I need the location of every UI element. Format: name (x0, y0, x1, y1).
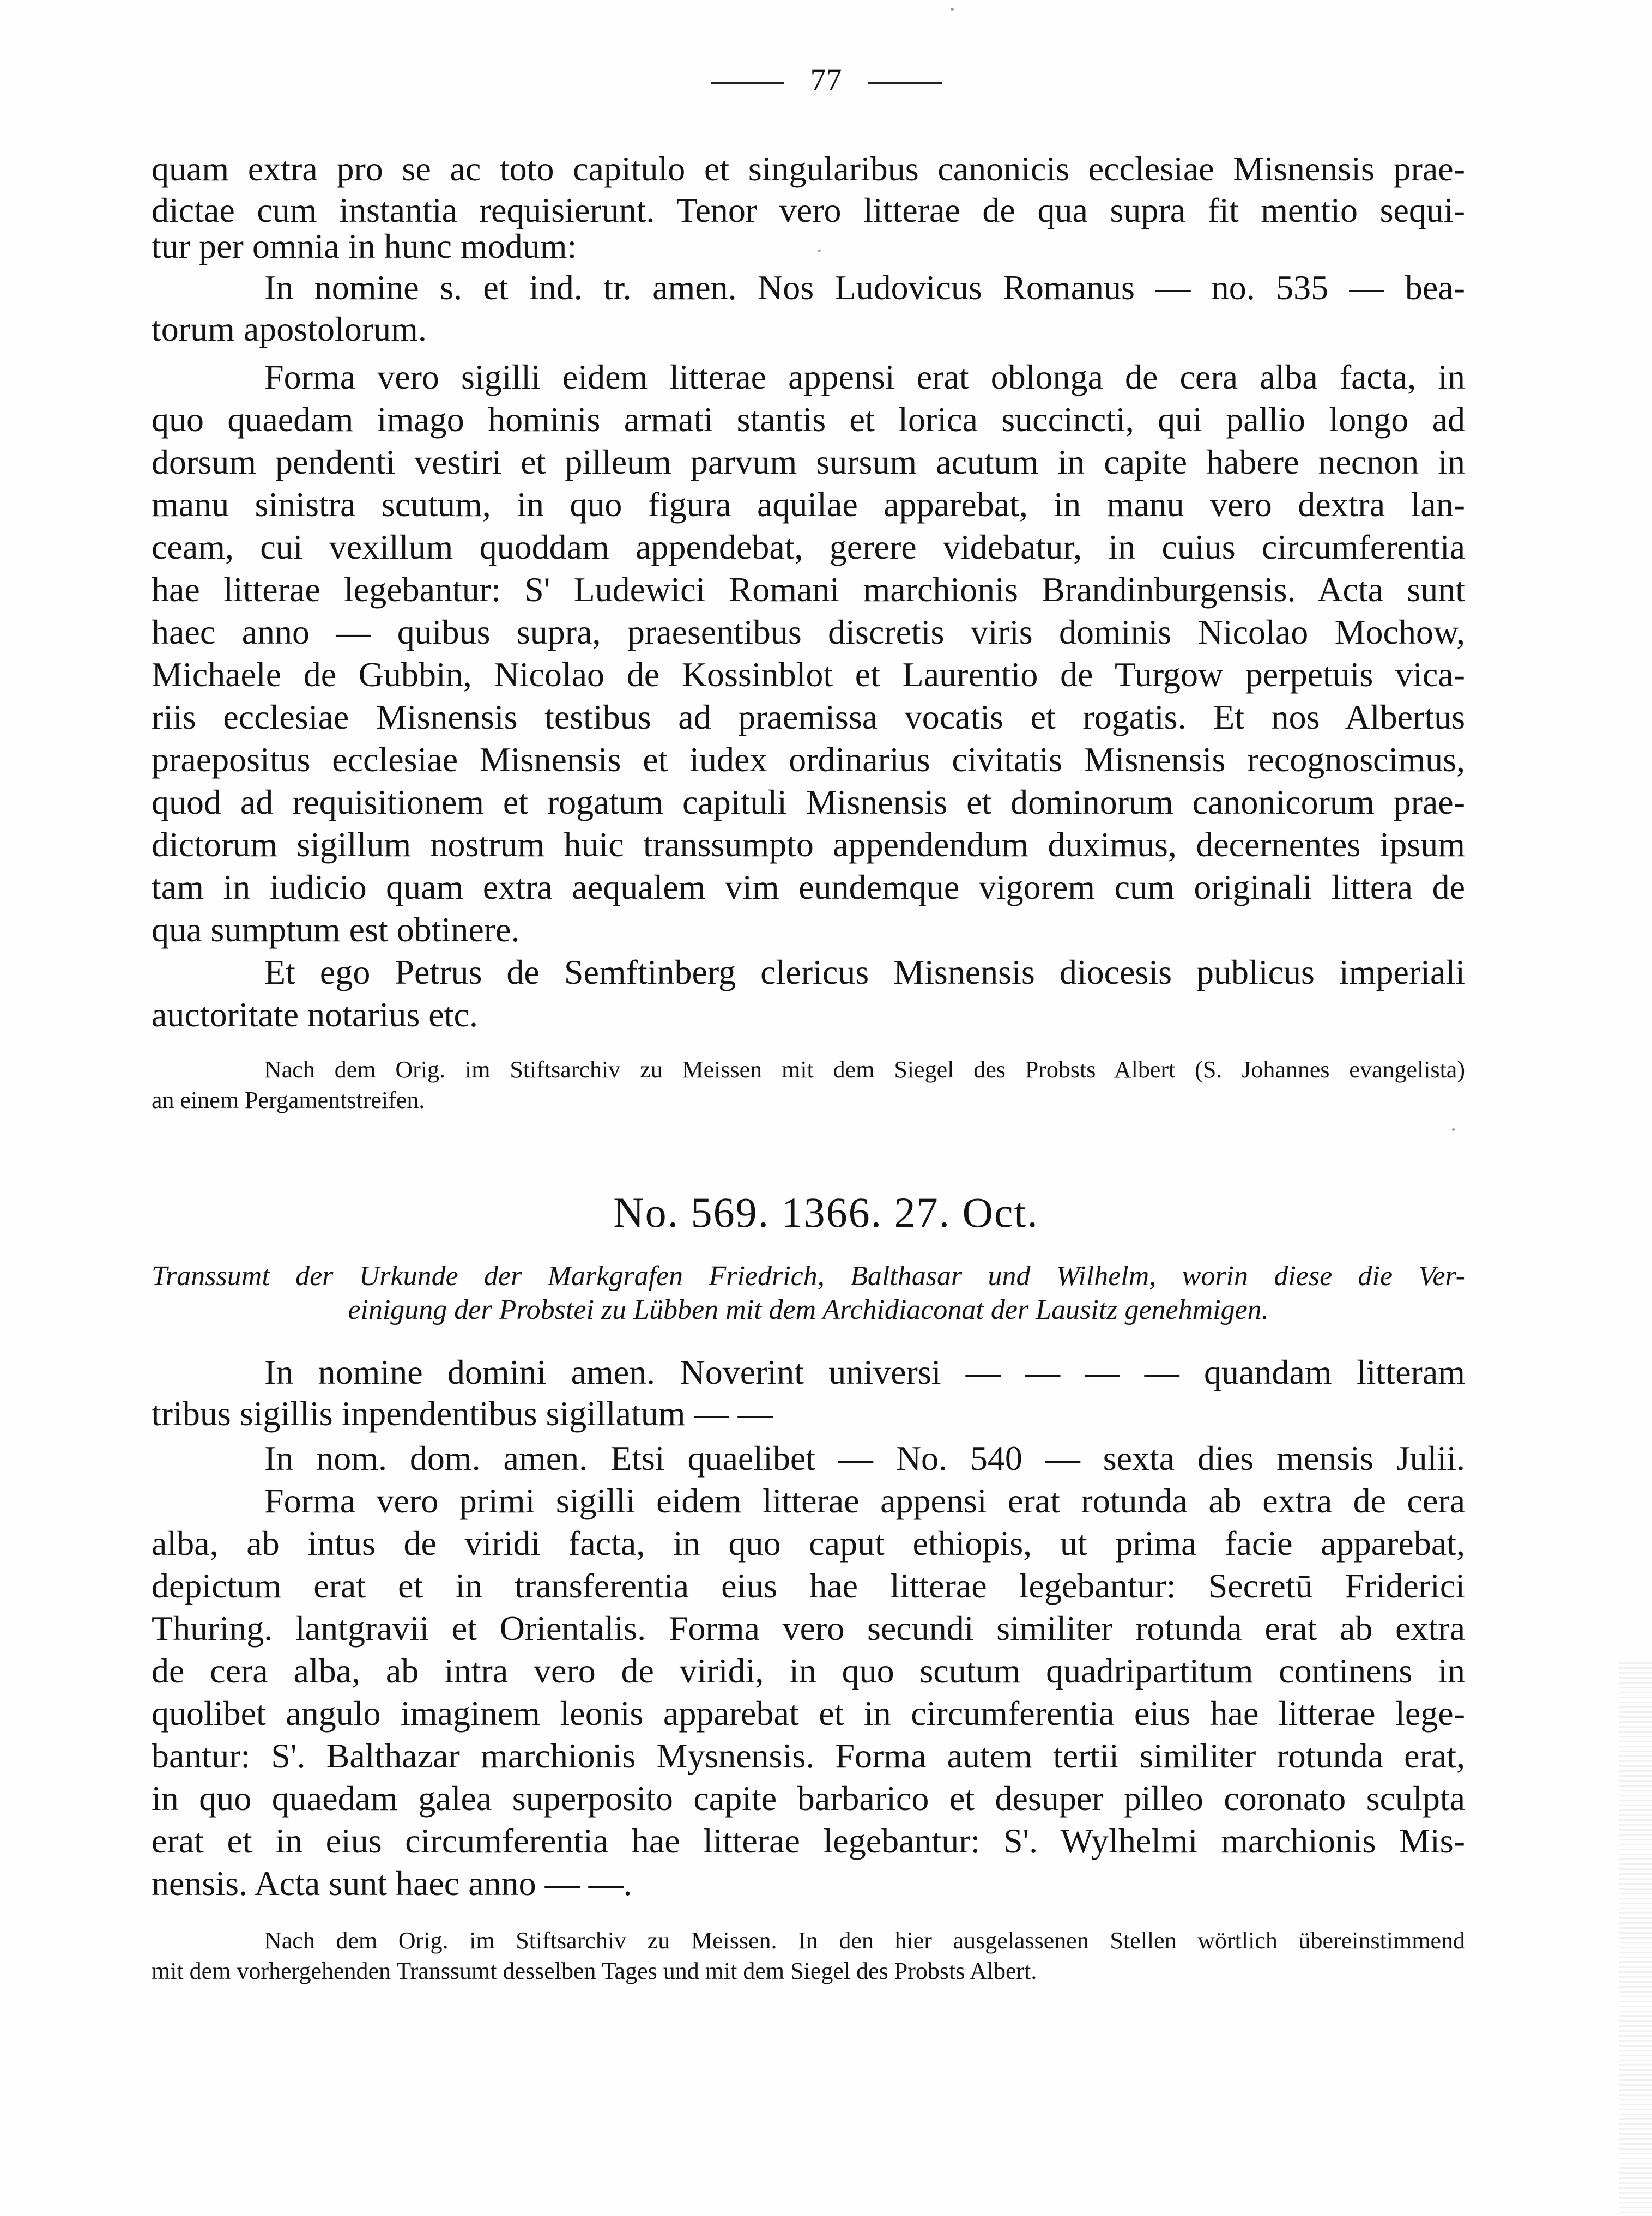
text-line: dictae cum instantia requisierunt. Tenor vero litterae de qua supra fit mentio sequi- (152, 191, 1465, 229)
text-line: alba, ab intus de viridi facta, in quo caput ethiopis, ut prima facie apparebat, (152, 1524, 1465, 1563)
scan-edge-noise (1619, 1662, 1652, 2216)
page-header (0, 61, 1652, 99)
text-line: depictum erat et in transferentia eius hae litterae legebantur: Secretū Friderici (152, 1566, 1465, 1605)
source-note-line: Nach dem Orig. im Stiftsarchiv zu Meissen mit dem Siegel des Probsts Albert (S. Johannes evangelista) (264, 1056, 1465, 1083)
text-line: praepositus ecclesiae Misnensis et iudex ordinarius civitatis Misnensis recognoscimus, (152, 740, 1465, 779)
summary-line: Transsumt der Urkunde der Markgrafen Friedrich, Balthasar und Wilhelm, worin diese die Ver- (152, 1261, 1465, 1292)
text-line: Michaele de Gubbin, Nicolao de Kossinblot et Laurentio de Turgow perpetuis vica- (152, 655, 1465, 694)
scan-speck (951, 8, 954, 11)
source-note-line: Nach dem Orig. im Stiftsarchiv zu Meissen. In den hier ausgelassenen Stellen wörtlich übereinstimmend (264, 1927, 1465, 1954)
scan-speck (818, 250, 821, 252)
text-line: in quo quaedam galea superposito capite barbarico et desuper pilleo coronato sculpta (152, 1779, 1465, 1818)
page-number: 77 (810, 62, 842, 98)
source-note-line: mit dem vorhergehenden Transsumt desselben Tages und mit dem Siegel des Probsts Albert. (152, 1958, 1037, 1984)
text-line: In nomine s. et ind. tr. amen. Nos Ludovicus Romanus — no. 535 — bea- (264, 268, 1465, 307)
text-line: quod ad requisitionem et rogatum capituli Misnensis et dominorum canonicorum prae- (152, 783, 1465, 821)
text-line: bantur: S'. Balthazar marchionis Mysnensis. Forma autem tertii similiter rotunda erat, (152, 1736, 1465, 1775)
text-line: erat et in eius circumferentia hae litterae legebantur: S'. Wylhelmi marchionis Mis- (152, 1821, 1465, 1860)
summary-line: einigung der Probstei zu Lübben mit dem Archidiaconat der Lausitz genehmigen. (348, 1294, 1269, 1325)
text-line: tribus sigillis inpendentibus sigillatum — — (152, 1394, 773, 1433)
source-note-line: an einem Pergamentstreifen. (152, 1087, 425, 1113)
text-line: Thuring. lantgravii et Orientalis. Forma vero secundi similiter rotunda erat ab extra (152, 1609, 1465, 1648)
text-line: quolibet angulo imaginem leonis apparebat et in circumferentia eius hae litterae lege- (152, 1694, 1465, 1733)
text-line: In nomine domini amen. Noverint universi — — — — quandam litteram (264, 1353, 1465, 1391)
text-line: de cera alba, ab intra vero de viridi, in quo scutum quadripartitum continens in (152, 1651, 1465, 1690)
text-line: tur per omnia in hunc modum: (152, 227, 577, 265)
text-line: In nom. dom. amen. Etsi quaelibet — No. 540 — sexta dies mensis Julii. (264, 1439, 1465, 1478)
document-heading: No. 569. 1366. 27. Oct. (613, 1189, 1039, 1236)
text-line: quo quaedam imago hominis armati stantis et lorica succincti, qui pallio longo ad (152, 400, 1465, 439)
text-line: dictorum sigillum nostrum huic transsumpto appendendum duximus, decernentes ipsum (152, 825, 1465, 864)
text-line: dorsum pendenti vestiri et pilleum parvum sursum acutum in capite habere necnon in (152, 443, 1465, 481)
text-line: riis ecclesiae Misnensis testibus ad praemissa vocatis et rogatis. Et nos Albertus (152, 698, 1465, 736)
text-line: Forma vero primi sigilli eidem litterae appensi erat rotunda ab extra de cera (264, 1481, 1465, 1520)
text-line: hae litterae legebantur: S' Ludewici Romani marchionis Brandinburgensis. Acta sunt (152, 570, 1465, 609)
text-line: haec anno — quibus supra, praesentibus discretis viris dominis Nicolao Mochow, (152, 613, 1465, 651)
text-line: torum apostolorum. (152, 310, 427, 348)
scan-speck (1452, 1128, 1455, 1131)
text-line: auctoritate notarius etc. (152, 995, 478, 1034)
header-rule-left (711, 82, 784, 84)
text-line: ceam, cui vexillum quoddam appendebat, gerere videbatur, in cuius circumferentia (152, 528, 1465, 566)
text-line: manu sinistra scutum, in quo figura aquilae apparebat, in manu vero dextra lan- (152, 485, 1465, 524)
header-rule-right (868, 82, 942, 84)
text-line: Forma vero sigilli eidem litterae appensi erat oblonga de cera alba facta, in (264, 358, 1465, 396)
text-line: qua sumptum est obtinere. (152, 910, 520, 949)
text-line: quam extra pro se ac toto capitulo et singularibus canonicis ecclesiae Misnensis prae- (152, 149, 1465, 188)
text-line: Et ego Petrus de Semftinberg clericus Misnensis diocesis publicus imperiali (264, 953, 1465, 991)
text-line: tam in iudicio quam extra aequalem vim eundemque vigorem cum originali littera de (152, 868, 1465, 906)
text-line: nensis. Acta sunt haec anno — —. (152, 1864, 632, 1903)
